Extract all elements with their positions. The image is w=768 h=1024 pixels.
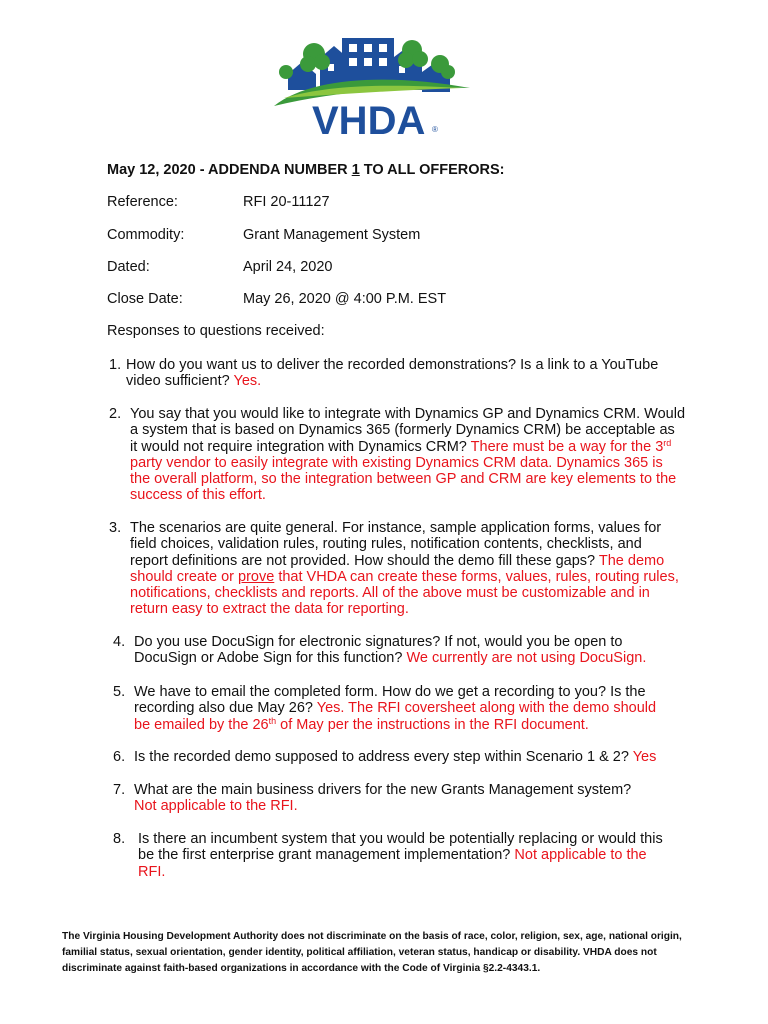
answer-text: There must be a way for the 3rd party vendor to easily integrate with existing Dynamics CRM data. Dynamics 365 is the overall platform, so the integration between GP and CRM are key elements to the success of this effort. <box>130 437 677 504</box>
logo-text: VHDA <box>312 99 426 140</box>
field-label: Dated: <box>107 259 150 275</box>
non-discrimination-footer: The Virginia Housing Development Authority does not discriminate on the basis of race, color, religion, sex, age, national origin, familial status, sexual orientation, gender identity, political affiliation, veteran status, handicap or disability. VHDA does not discriminate against faith-based organizations in accordance with the Code of Virginia §2.2-4343.1. <box>62 931 682 974</box>
field-dated <box>107 259 332 275</box>
addenda-title: May 12, 2020 - ADDENDA NUMBER 1 TO ALL OFFERORS: <box>107 162 505 178</box>
question-text: What are the main business drivers for the new Grants Management system? <box>134 782 632 798</box>
answer-text: The demo should create or prove that VHDA can create these forms, values, rules, routing rules, notifications, checklists and reports. All of the above must be customizable and in return easy to extract the data for reporting. <box>130 552 679 618</box>
field-value: Grant Management System <box>243 227 421 243</box>
question-text: We have to email the completed form. How do we get a recording to you? Is the recording also due May 26? <box>134 684 646 717</box>
intro-text: Responses to questions received: <box>107 323 325 339</box>
question-text: The scenarios are quite general. For instance, sample application forms, values for field choices, validation rules, routing rules, notification contents, checklists, and report definitions are not provided. How should the demo fill these gaps? <box>130 520 662 569</box>
field-label: Close Date: <box>107 291 183 307</box>
question-text: Is the recorded demo supposed to address every step within Scenario 1 & 2? <box>134 749 629 765</box>
vhda-logo <box>272 28 472 140</box>
answer-text: Yes <box>632 749 657 765</box>
field-close-date <box>107 291 446 307</box>
answer-text: We currently are not using DocuSign. <box>406 650 647 667</box>
registered-mark: ® <box>432 125 438 134</box>
field-label: Reference: <box>107 194 178 210</box>
answer-text: Yes. <box>233 373 262 390</box>
question-text: You say that you would like to integrate with Dynamics GP and Dynamics CRM. Would a system that is based on Dynamics 365 (formerly Dynamics CRM) be acceptable as it would not require integration with Dynamics CRM? <box>130 406 686 455</box>
field-reference <box>107 194 330 210</box>
logo-graphic <box>272 28 472 140</box>
field-value: May 26, 2020 @ 4:00 P.M. EST <box>243 291 447 307</box>
field-commodity <box>107 227 420 243</box>
question-text: Is there an incumbent system that you would be potentially replacing or would this be the first enterprise grant management implementation? <box>138 831 663 864</box>
field-label: Commodity: <box>107 227 185 243</box>
addenda-number: 1 <box>351 162 360 178</box>
question-text: Do you use DocuSign for electronic signatures? If not, would you be open to DocuSign or Adobe Sign for this function? <box>134 634 623 667</box>
answer-text: Yes. The RFI coversheet along with the demo should be emailed by the 26th of May per the instructions in the RFI document. <box>134 700 657 733</box>
answer-text: Not applicable to the RFI. <box>138 847 647 880</box>
field-value: RFI 20-11127 <box>243 194 330 210</box>
answer-text: Not applicable to the RFI. <box>134 798 298 815</box>
question-text: How do you want us to deliver the recorded demonstrations? Is a link to a YouTube video sufficient? <box>126 357 659 390</box>
field-value: April 24, 2020 <box>243 259 333 275</box>
